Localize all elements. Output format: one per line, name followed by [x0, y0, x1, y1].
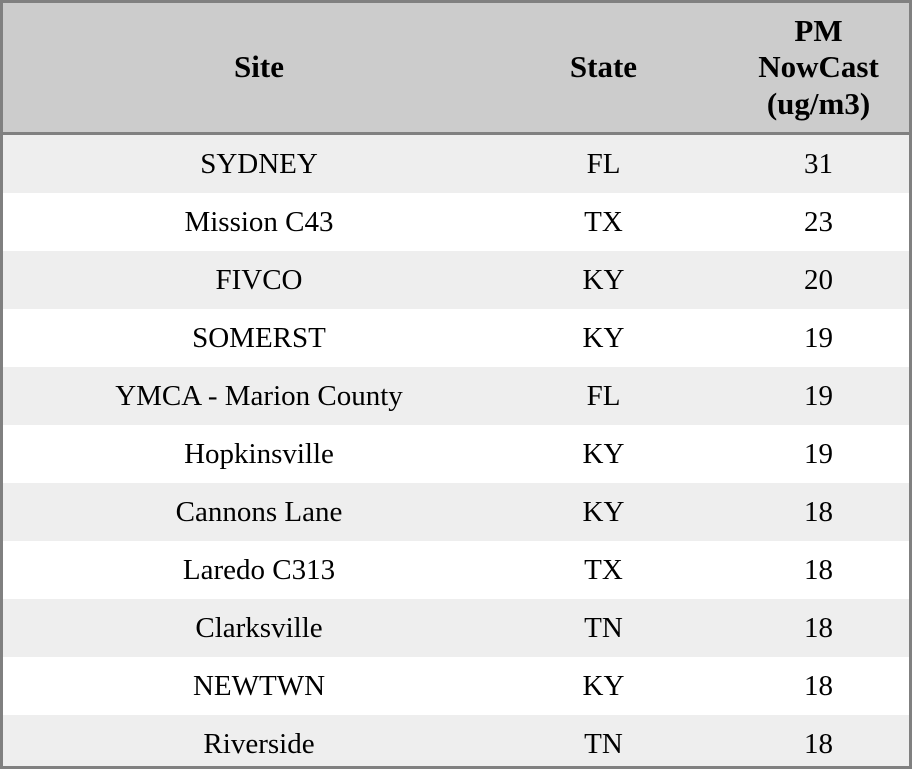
cell-pm: 18 [692, 657, 912, 715]
table-header [3, 3, 912, 133]
cell-site: Clarksville [3, 599, 515, 657]
table-row [3, 251, 912, 309]
cell-pm: 18 [692, 599, 912, 657]
column-header-site [3, 3, 515, 133]
cell-site: FIVCO [3, 251, 515, 309]
cell-state: TX [515, 193, 692, 251]
table-row [3, 715, 912, 769]
table-row [3, 133, 912, 193]
table-body [3, 133, 912, 769]
cell-site: NEWTWN [3, 657, 515, 715]
column-header-pm-line1: PM [794, 13, 843, 48]
cell-pm: 19 [692, 425, 912, 483]
cell-state: KY [515, 425, 692, 483]
cell-site: Hopkinsville [3, 425, 515, 483]
cell-state: TN [515, 599, 692, 657]
cell-state: TN [515, 715, 692, 769]
column-header-state [515, 3, 692, 133]
table-row [3, 193, 912, 251]
cell-state: FL [515, 133, 692, 193]
column-header-pm-line2: NowCast [758, 49, 879, 85]
cell-pm: 31 [692, 133, 912, 193]
table-row [3, 367, 912, 425]
cell-site: Laredo C313 [3, 541, 515, 599]
cell-state: KY [515, 483, 692, 541]
cell-pm: 18 [692, 541, 912, 599]
column-header-state-label: State [569, 49, 638, 85]
table-row [3, 425, 912, 483]
cell-state: KY [515, 657, 692, 715]
cell-state: TX [515, 541, 692, 599]
table-row [3, 483, 912, 541]
cell-pm: 19 [692, 309, 912, 367]
cell-site: Riverside [3, 715, 515, 769]
cell-site: Mission C43 [3, 193, 515, 251]
table-header-row [3, 3, 912, 133]
table-row [3, 599, 912, 657]
column-header-pm-line3: (ug/m3) [766, 85, 871, 121]
cell-pm: 20 [692, 251, 912, 309]
table-row [3, 541, 912, 599]
cell-pm: 23 [692, 193, 912, 251]
cell-site: YMCA - Marion County [3, 367, 515, 425]
cell-pm: 18 [692, 483, 912, 541]
table-row [3, 309, 912, 367]
cell-site: Cannons Lane [3, 483, 515, 541]
cell-state: FL [515, 367, 692, 425]
pm-nowcast-table [3, 3, 912, 769]
cell-state: KY [515, 251, 692, 309]
cell-pm: 19 [692, 367, 912, 425]
cell-pm: 18 [692, 715, 912, 769]
cell-site: SOMERST [3, 309, 515, 367]
column-header-site-label: Site [234, 49, 284, 85]
table-row [3, 657, 912, 715]
cell-site: SYDNEY [3, 133, 515, 193]
cell-state: KY [515, 309, 692, 367]
column-header-pm-nowcast [692, 3, 912, 133]
